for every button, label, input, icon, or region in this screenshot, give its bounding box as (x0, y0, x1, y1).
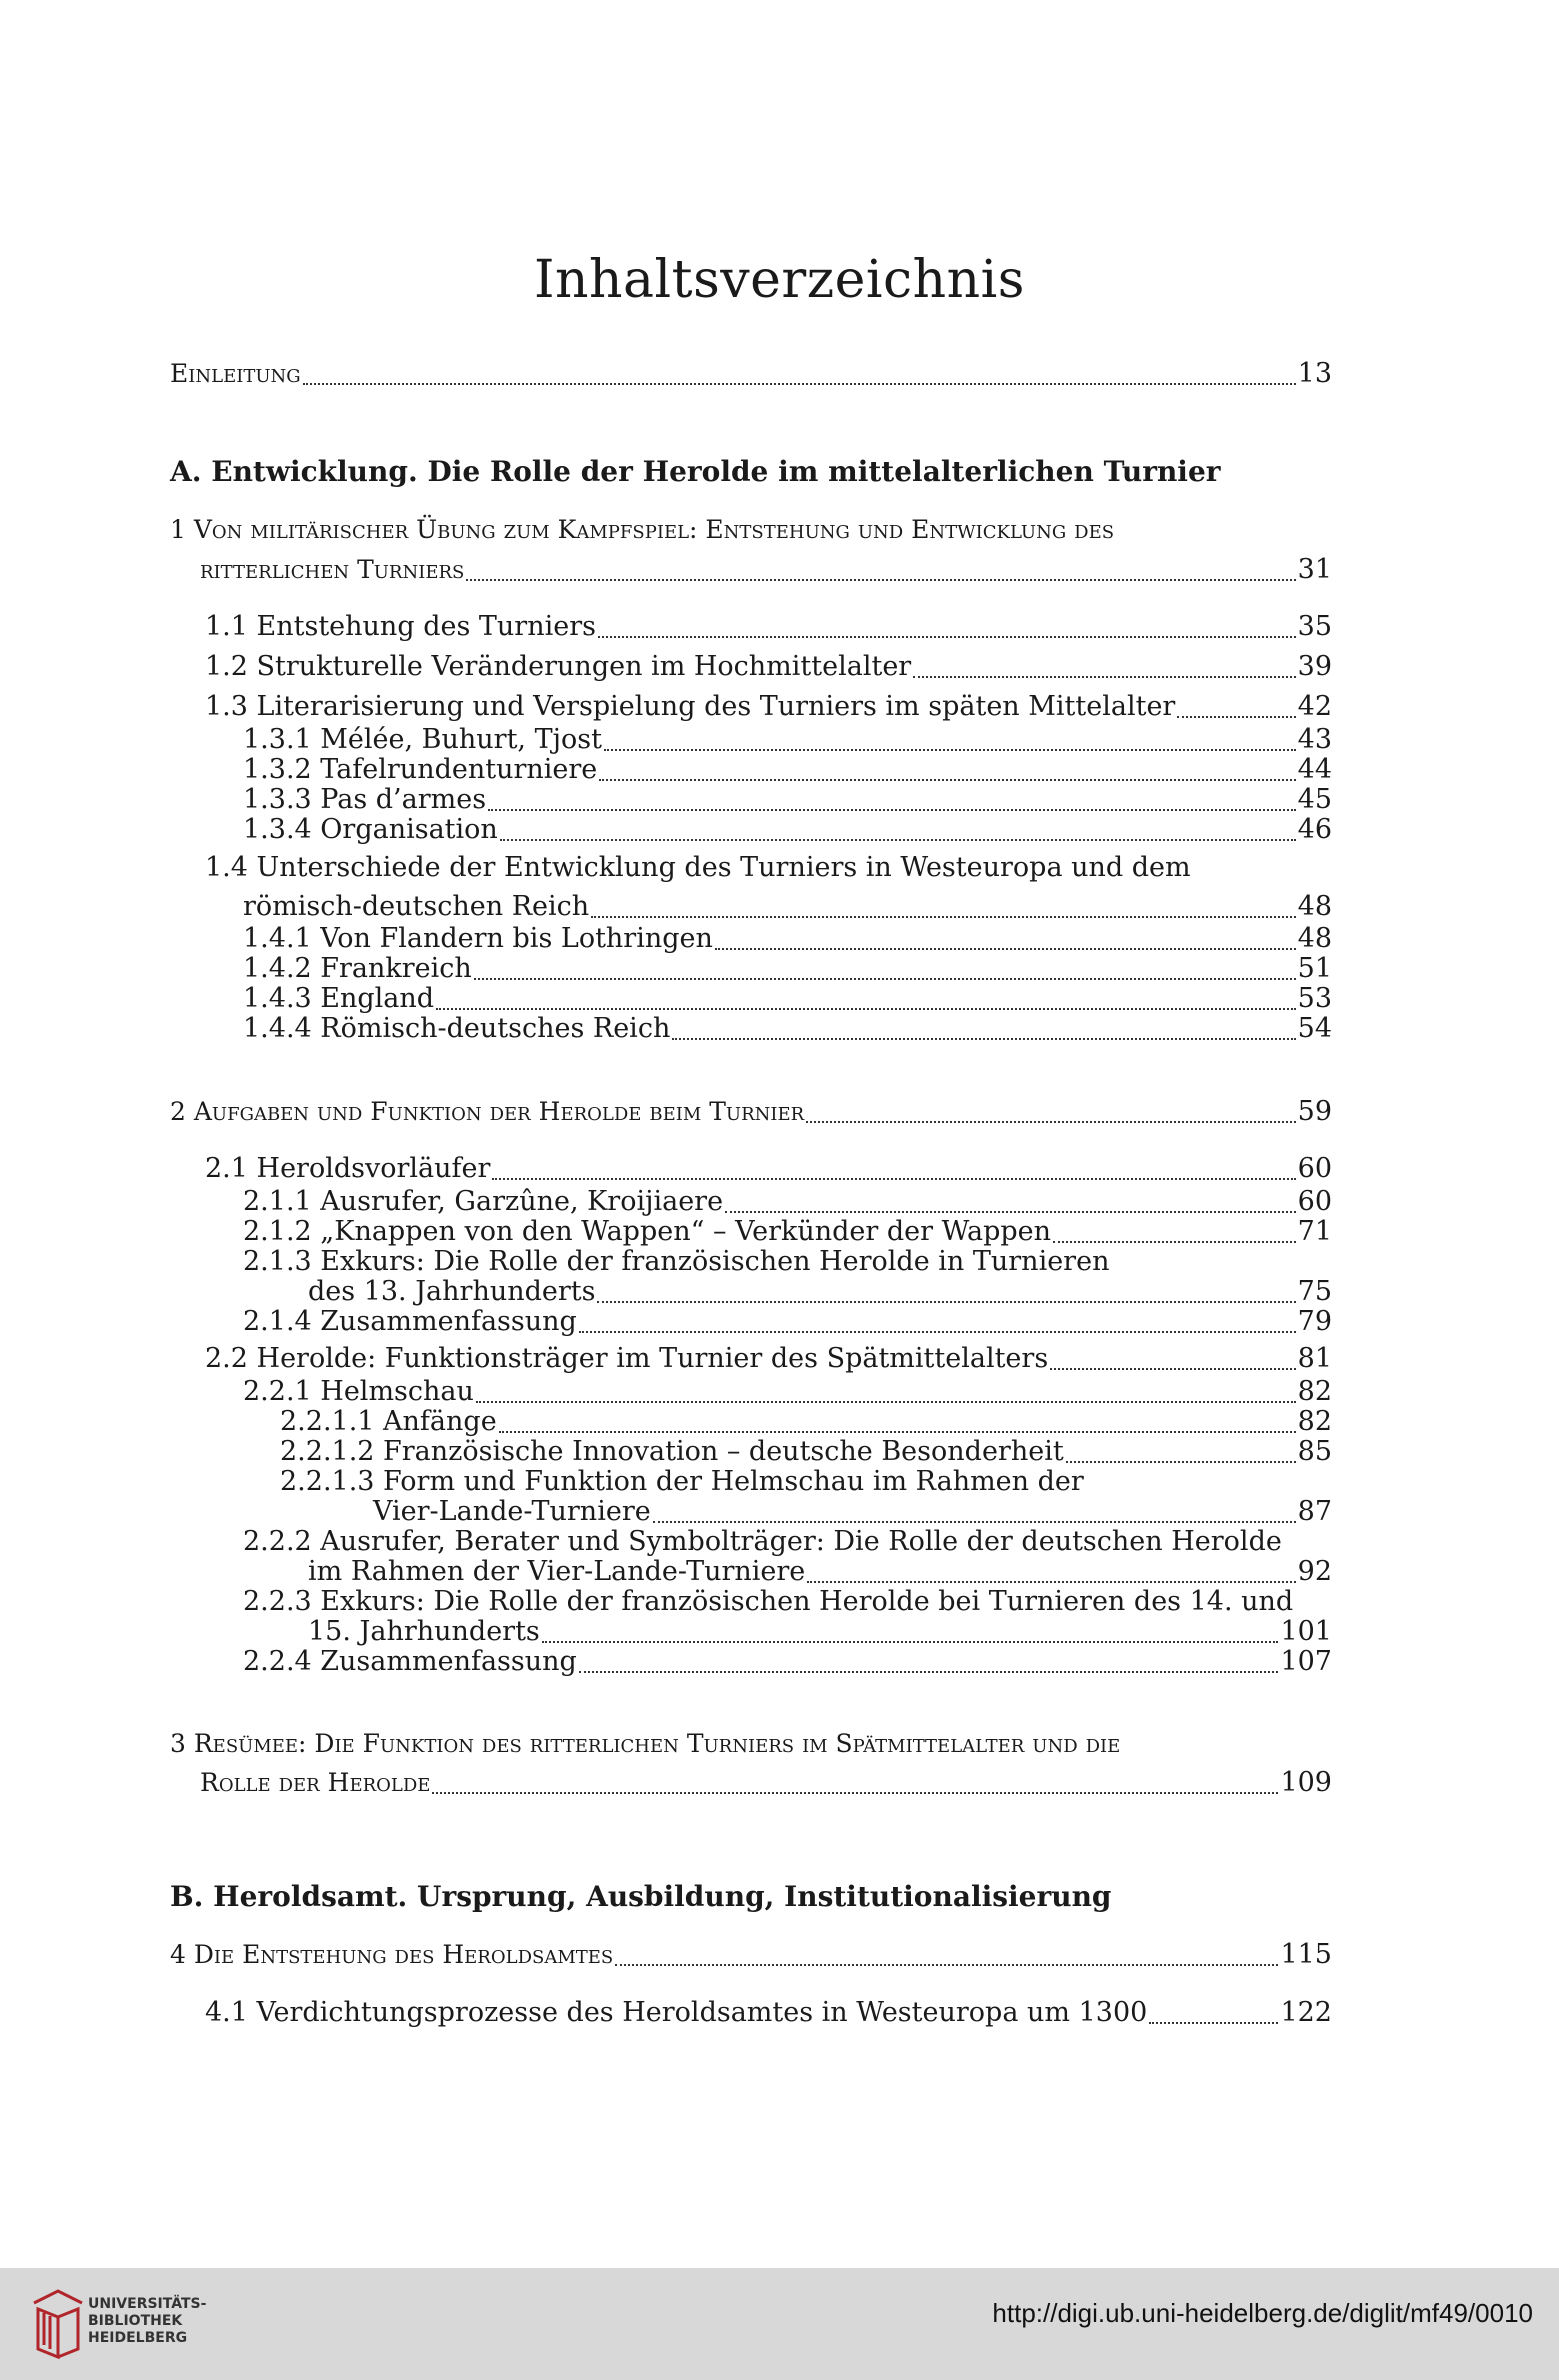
toc-leader-dots (1149, 2022, 1278, 2024)
toc-entry-title: 4 Die Entstehung des Heroldsamtes (170, 1940, 614, 1969)
toc-entry-page: 82 (1297, 1406, 1332, 1437)
toc-entry-page: 107 (1280, 1646, 1332, 1677)
toc-entry-title: römisch-deutschen Reich (243, 891, 590, 922)
toc-entry[interactable] (280, 1405, 1332, 1439)
toc-leader-dots (436, 1008, 1296, 1010)
toc-entry-title: Vier-Lande-Turniere (373, 1496, 651, 1527)
toc-leader-dots (466, 579, 1295, 581)
toc-entry-title: 2 Aufgaben und Funktion der Herolde beim Turnier (170, 1097, 805, 1126)
toc-leader-dots (303, 383, 1296, 385)
toc-chapter-line: 3 Resümee: Die Funktion des ritterlichen Turniers im Spätmittelalter und die (170, 1729, 1121, 1758)
toc-entry-page: 44 (1297, 754, 1332, 785)
toc-entry-title: 1.1 Entstehung des Turniers (205, 611, 596, 642)
toc-entry[interactable] (170, 1938, 1332, 1972)
toc-chapter-line: 2.2.2 Ausrufer, Berater und Symbolträger: Die Rolle der deutschen Herolde (243, 1526, 1282, 1557)
toc-entry-page: 43 (1297, 724, 1332, 755)
toc-entry-title: 1.4.3 England (243, 983, 435, 1014)
toc-leader-dots (715, 948, 1296, 950)
library-logo-icon (28, 2283, 88, 2363)
toc-entry[interactable] (205, 1996, 1332, 2030)
toc-entry-title: 2.2.4 Zusammenfassung (243, 1646, 577, 1677)
toc-entry[interactable] (243, 922, 1332, 956)
toc-entry-title: 1.4.2 Frankreich (243, 953, 472, 984)
toc-leader-dots (725, 1211, 1296, 1213)
toc-entry-page: 122 (1280, 1997, 1332, 2028)
toc-entry[interactable] (243, 723, 1332, 757)
toc-entry[interactable] (205, 650, 1332, 684)
toc-leader-dots (474, 978, 1296, 980)
toc-entry-page: 54 (1297, 1013, 1332, 1044)
page-title: Inhaltsverzeichnis (534, 250, 1025, 310)
toc-entry[interactable] (308, 1615, 1332, 1649)
toc-leader-dots (432, 1792, 1278, 1794)
section-heading-b: B. Heroldsamt. Ursprung, Ausbildung, Institutionalisierung (170, 1880, 1112, 1913)
toc-chapter-line: 1 Von militärischer Übung zum Kampfspiel: Entstehung und Entwicklung des (170, 515, 1115, 544)
toc-leader-dots (1050, 1368, 1295, 1370)
toc-entry[interactable] (243, 890, 1332, 924)
toc-leader-dots (807, 1581, 1295, 1583)
toc-entry-page: 48 (1297, 923, 1332, 954)
toc-entry[interactable] (373, 1495, 1332, 1529)
toc-entry-page: 92 (1297, 1556, 1332, 1587)
toc-entry-title: 1.2 Strukturelle Veränderungen im Hochmittelalter (205, 651, 912, 682)
toc-entry-page: 39 (1297, 651, 1332, 682)
toc-entry-title: 2.1.2 „Knappen von den Wappen“ – Verkünder der Wappen (243, 1216, 1052, 1247)
toc-entry-title: 1.3.3 Pas d’armes (243, 784, 487, 815)
toc-leader-dots (615, 1964, 1278, 1966)
toc-leader-dots (806, 1121, 1295, 1123)
toc-entry-page: 87 (1297, 1496, 1332, 1527)
toc-entry-page: 51 (1297, 953, 1332, 984)
toc-leader-dots (499, 1431, 1296, 1433)
toc-entry-page: 85 (1297, 1436, 1332, 1467)
toc-entry[interactable] (243, 1185, 1332, 1219)
toc-entry[interactable] (243, 1215, 1332, 1249)
toc-entry[interactable] (170, 357, 1332, 391)
toc-entry[interactable] (243, 1375, 1332, 1409)
toc-entry-title: 1.3.4 Organisation (243, 814, 498, 845)
toc-entry-title: 2.1.1 Ausrufer, Garzûne, Kroijiaere (243, 1186, 724, 1217)
toc-leader-dots (672, 1038, 1295, 1040)
toc-leader-dots (599, 779, 1295, 781)
toc-entry-title: Einleitung (170, 359, 301, 388)
toc-entry-page: 71 (1297, 1216, 1332, 1247)
toc-entry-page: 45 (1297, 784, 1332, 815)
toc-entry[interactable] (205, 610, 1332, 644)
toc-entry[interactable] (243, 952, 1332, 986)
toc-entry-page: 109 (1280, 1767, 1332, 1798)
toc-entry[interactable] (243, 1012, 1332, 1046)
toc-entry-title: im Rahmen der Vier-Lande-Turniere (308, 1556, 806, 1587)
toc-leader-dots (597, 1301, 1295, 1303)
toc-leader-dots (488, 809, 1296, 811)
toc-entry[interactable] (200, 553, 1332, 587)
toc-entry-title: 15. Jahrhunderts (308, 1616, 540, 1647)
toc-leader-dots (542, 1641, 1279, 1643)
toc-leader-dots (1066, 1461, 1296, 1463)
toc-entry-title: Rolle der Herolde (200, 1768, 431, 1797)
toc-entry[interactable] (243, 982, 1332, 1016)
toc-leader-dots (604, 749, 1296, 751)
toc-leader-dots (1053, 1241, 1296, 1243)
toc-leader-dots (1177, 716, 1295, 718)
toc-leader-dots (913, 676, 1295, 678)
toc-entry-page: 101 (1280, 1616, 1332, 1647)
toc-entry-page: 79 (1297, 1306, 1332, 1337)
toc-entry-title: 2.2.1.2 Französische Innovation – deutsche Besonderheit (280, 1436, 1064, 1467)
toc-entry-page: 60 (1297, 1186, 1332, 1217)
toc-leader-dots (492, 1178, 1295, 1180)
toc-entry-title: 2.1 Heroldsvorläufer (205, 1153, 491, 1184)
toc-entry-title: 1.4.1 Von Flandern bis Lothringen (243, 923, 713, 954)
toc-entry[interactable] (243, 783, 1332, 817)
toc-leader-dots (653, 1521, 1296, 1523)
toc-entry[interactable] (243, 1305, 1332, 1339)
toc-entry-title: des 13. Jahrhunderts (308, 1276, 596, 1307)
toc-entry-title: 2.2.1 Helmschau (243, 1376, 474, 1407)
toc-entry-page: 59 (1297, 1096, 1332, 1127)
toc-entry[interactable] (205, 1152, 1332, 1186)
toc-entry-page: 82 (1297, 1376, 1332, 1407)
toc-chapter-line: 2.2.1.3 Form und Funktion der Helmschau im Rahmen der (280, 1466, 1084, 1497)
toc-entry-title: 2.2.1.1 Anfänge (280, 1406, 497, 1437)
toc-entry[interactable] (280, 1435, 1332, 1469)
toc-entry-page: 81 (1297, 1343, 1332, 1374)
toc-entry-title: 1.4.4 Römisch-deutsches Reich (243, 1013, 671, 1044)
toc-entry[interactable] (243, 1645, 1332, 1679)
toc-entry-title: 1.3 Literarisierung und Verspielung des Turniers im späten Mittelalter (205, 691, 1176, 722)
toc-entry-title: 1.3.1 Mélée, Buhurt, Tjost (243, 724, 602, 755)
toc-leader-dots (591, 916, 1295, 918)
toc-entry-title: 4.1 Verdichtungsprozesse des Heroldsamtes in Westeuropa um 1300 (205, 1997, 1148, 2028)
toc-entry-page: 75 (1297, 1276, 1332, 1307)
toc-entry-page: 46 (1297, 814, 1332, 845)
toc-entry-page: 31 (1297, 554, 1332, 585)
toc-leader-dots (500, 839, 1296, 841)
toc-entry[interactable] (243, 753, 1332, 787)
toc-entry-page: 13 (1297, 358, 1332, 389)
library-logo-text: UNIVERSITÄTS- BIBLIOTHEK HEIDELBERG (88, 2296, 207, 2346)
toc-entry[interactable] (205, 690, 1332, 724)
toc-entry[interactable] (308, 1275, 1332, 1309)
toc-entry-title: 2.1.4 Zusammenfassung (243, 1306, 577, 1337)
toc-leader-dots (476, 1401, 1296, 1403)
toc-entry-page: 60 (1297, 1153, 1332, 1184)
toc-chapter-line: 2.2.3 Exkurs: Die Rolle der französischen Herolde bei Turnieren des 14. und (243, 1586, 1294, 1617)
toc-entry[interactable] (243, 813, 1332, 847)
toc-entry-page: 115 (1280, 1939, 1332, 1970)
toc-entry[interactable] (205, 1342, 1332, 1376)
toc-entry[interactable] (308, 1555, 1332, 1589)
toc-chapter-line: 2.1.3 Exkurs: Die Rolle der französischen Herolde in Turnieren (243, 1246, 1110, 1277)
footer-url-link[interactable]: http://digi.ub.uni-heidelberg.de/diglit/mf49/0010 (992, 2298, 1533, 2328)
toc-entry[interactable] (200, 1766, 1332, 1800)
section-heading-a: A. Entwicklung. Die Rolle der Herolde im mittelalterlichen Turnier (170, 455, 1221, 488)
toc-entry-page: 48 (1297, 891, 1332, 922)
toc-entry-title: ritterlichen Turniers (200, 555, 465, 584)
toc-chapter-line: 1.4 Unterschiede der Entwicklung des Turniers in Westeuropa und dem (205, 852, 1191, 883)
toc-leader-dots (579, 1331, 1296, 1333)
toc-entry-page: 35 (1297, 611, 1332, 642)
toc-entry-title: 1.3.2 Tafelrundenturniere (243, 754, 598, 785)
toc-entry-page: 53 (1297, 983, 1332, 1014)
toc-leader-dots (579, 1671, 1279, 1673)
toc-leader-dots (598, 636, 1296, 638)
toc-entry[interactable] (170, 1095, 1332, 1129)
toc-entry-title: 2.2 Herolde: Funktionsträger im Turnier des Spätmittelalters (205, 1343, 1049, 1374)
toc-entry-page: 42 (1297, 691, 1332, 722)
